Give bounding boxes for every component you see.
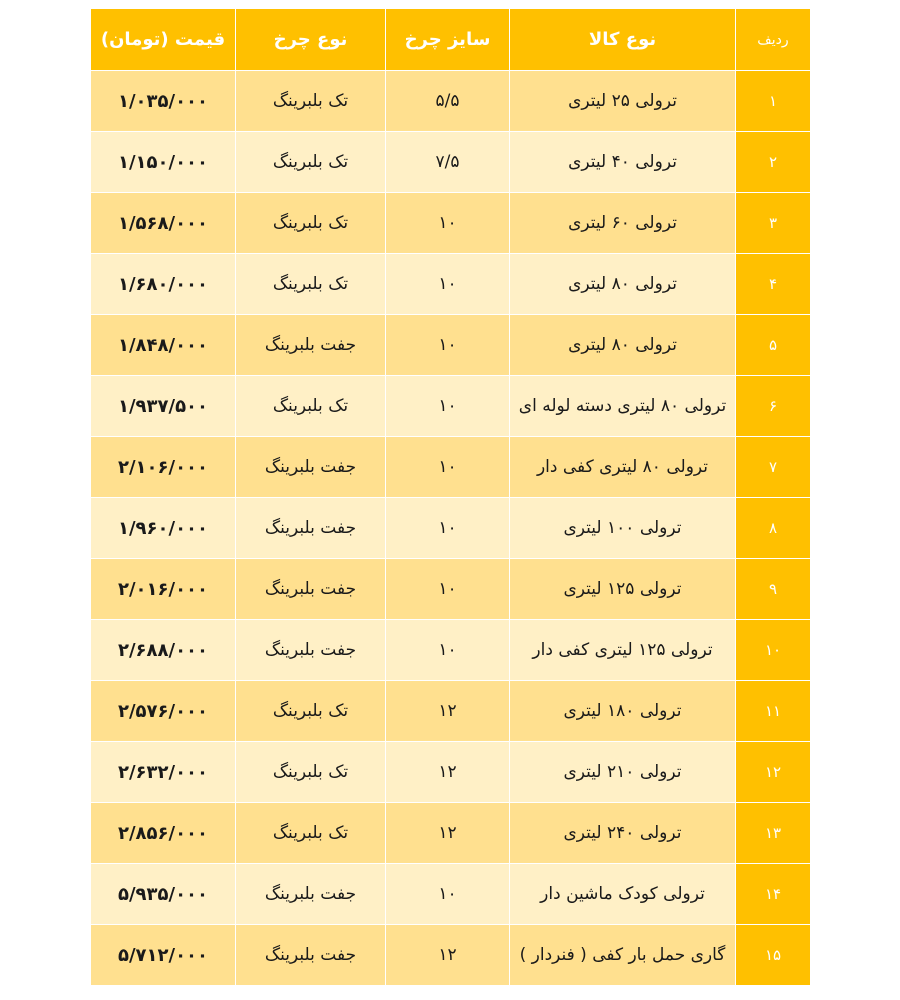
header-price: قیمت (تومان) bbox=[91, 9, 236, 71]
wheel-type-cell: تک بلبرینگ bbox=[236, 132, 386, 193]
item-cell: ترولی ۶۰ لیتری bbox=[510, 193, 736, 254]
row-number-cell: ۱۳ bbox=[736, 803, 811, 864]
wheel-size-cell: ۱۰ bbox=[386, 315, 510, 376]
item-cell: ترولی ۲۱۰ لیتری bbox=[510, 742, 736, 803]
row-number-cell: ۱۰ bbox=[736, 620, 811, 681]
wheel-type-cell: جفت بلبرینگ bbox=[236, 498, 386, 559]
price-table-container bbox=[90, 8, 810, 986]
table-row bbox=[91, 315, 811, 376]
price-cell: ۱/۵۶۸/۰۰۰ bbox=[91, 193, 236, 254]
table-row bbox=[91, 254, 811, 315]
row-number-cell: ۲ bbox=[736, 132, 811, 193]
wheel-type-cell: جفت بلبرینگ bbox=[236, 925, 386, 986]
header-wheel-size: سایز چرخ bbox=[386, 9, 510, 71]
wheel-size-cell: ۱۲ bbox=[386, 925, 510, 986]
wheel-type-cell: جفت بلبرینگ bbox=[236, 559, 386, 620]
wheel-size-cell: ۵/۵ bbox=[386, 71, 510, 132]
row-number-cell: ۸ bbox=[736, 498, 811, 559]
wheel-size-cell: ۱۰ bbox=[386, 498, 510, 559]
row-number-cell: ۱ bbox=[736, 71, 811, 132]
item-cell: ترولی ۱۸۰ لیتری bbox=[510, 681, 736, 742]
price-cell: ۵/۷۱۲/۰۰۰ bbox=[91, 925, 236, 986]
price-cell: ۱/۶۸۰/۰۰۰ bbox=[91, 254, 236, 315]
table-row bbox=[91, 620, 811, 681]
price-cell: ۲/۰۱۶/۰۰۰ bbox=[91, 559, 236, 620]
table-row bbox=[91, 71, 811, 132]
wheel-size-cell: ۷/۵ bbox=[386, 132, 510, 193]
wheel-size-cell: ۱۰ bbox=[386, 620, 510, 681]
price-cell: ۲/۶۳۲/۰۰۰ bbox=[91, 742, 236, 803]
table-row bbox=[91, 742, 811, 803]
price-cell: ۲/۸۵۶/۰۰۰ bbox=[91, 803, 236, 864]
price-cell: ۱/۹۶۰/۰۰۰ bbox=[91, 498, 236, 559]
wheel-type-cell: جفت بلبرینگ bbox=[236, 864, 386, 925]
price-cell: ۲/۱۰۶/۰۰۰ bbox=[91, 437, 236, 498]
item-cell: ترولی ۴۰ لیتری bbox=[510, 132, 736, 193]
table-body bbox=[91, 71, 811, 986]
wheel-size-cell: ۱۰ bbox=[386, 193, 510, 254]
item-cell: ترولی ۱۰۰ لیتری bbox=[510, 498, 736, 559]
wheel-type-cell: تک بلبرینگ bbox=[236, 193, 386, 254]
row-number-cell: ۱۱ bbox=[736, 681, 811, 742]
header-row-number: ردیف bbox=[736, 9, 811, 71]
price-cell: ۲/۵۷۶/۰۰۰ bbox=[91, 681, 236, 742]
table-row bbox=[91, 864, 811, 925]
table-row bbox=[91, 803, 811, 864]
item-cell: گاری حمل بار کفی ( فنردار ) bbox=[510, 925, 736, 986]
wheel-size-cell: ۱۲ bbox=[386, 803, 510, 864]
wheel-size-cell: ۱۰ bbox=[386, 864, 510, 925]
header-row bbox=[91, 9, 811, 71]
price-cell: ۱/۰۳۵/۰۰۰ bbox=[91, 71, 236, 132]
wheel-size-cell: ۱۰ bbox=[386, 254, 510, 315]
wheel-type-cell: جفت بلبرینگ bbox=[236, 620, 386, 681]
wheel-type-cell: تک بلبرینگ bbox=[236, 254, 386, 315]
row-number-cell: ۱۵ bbox=[736, 925, 811, 986]
wheel-type-cell: تک بلبرینگ bbox=[236, 803, 386, 864]
header-wheel-type: نوع چرخ bbox=[236, 9, 386, 71]
row-number-cell: ۹ bbox=[736, 559, 811, 620]
row-number-cell: ۱۲ bbox=[736, 742, 811, 803]
wheel-size-cell: ۱۲ bbox=[386, 681, 510, 742]
item-cell: ترولی ۸۰ لیتری bbox=[510, 254, 736, 315]
wheel-type-cell: تک بلبرینگ bbox=[236, 376, 386, 437]
price-cell: ۵/۹۳۵/۰۰۰ bbox=[91, 864, 236, 925]
table-row bbox=[91, 681, 811, 742]
wheel-type-cell: جفت بلبرینگ bbox=[236, 437, 386, 498]
price-cell: ۱/۸۴۸/۰۰۰ bbox=[91, 315, 236, 376]
wheel-type-cell: تک بلبرینگ bbox=[236, 71, 386, 132]
header-item: نوع کالا bbox=[510, 9, 736, 71]
row-number-cell: ۱۴ bbox=[736, 864, 811, 925]
item-cell: ترولی ۱۲۵ لیتری کفی دار bbox=[510, 620, 736, 681]
table-row bbox=[91, 376, 811, 437]
table-row bbox=[91, 559, 811, 620]
wheel-size-cell: ۱۰ bbox=[386, 437, 510, 498]
table-row bbox=[91, 925, 811, 986]
price-table bbox=[90, 8, 811, 986]
row-number-cell: ۵ bbox=[736, 315, 811, 376]
row-number-cell: ۳ bbox=[736, 193, 811, 254]
table-row bbox=[91, 193, 811, 254]
item-cell: ترولی ۸۰ لیتری دسته لوله ای bbox=[510, 376, 736, 437]
item-cell: ترولی ۸۰ لیتری کفی دار bbox=[510, 437, 736, 498]
row-number-cell: ۷ bbox=[736, 437, 811, 498]
wheel-type-cell: تک بلبرینگ bbox=[236, 681, 386, 742]
wheel-type-cell: تک بلبرینگ bbox=[236, 742, 386, 803]
wheel-size-cell: ۱۲ bbox=[386, 742, 510, 803]
price-cell: ۱/۱۵۰/۰۰۰ bbox=[91, 132, 236, 193]
item-cell: ترولی ۱۲۵ لیتری bbox=[510, 559, 736, 620]
item-cell: ترولی ۲۴۰ لیتری bbox=[510, 803, 736, 864]
item-cell: ترولی ۸۰ لیتری bbox=[510, 315, 736, 376]
row-number-cell: ۴ bbox=[736, 254, 811, 315]
item-cell: ترولی کودک ماشین دار bbox=[510, 864, 736, 925]
wheel-size-cell: ۱۰ bbox=[386, 559, 510, 620]
row-number-cell: ۶ bbox=[736, 376, 811, 437]
price-cell: ۱/۹۳۷/۵۰۰ bbox=[91, 376, 236, 437]
wheel-size-cell: ۱۰ bbox=[386, 376, 510, 437]
table-header bbox=[91, 9, 811, 71]
table-row bbox=[91, 132, 811, 193]
table-row bbox=[91, 437, 811, 498]
item-cell: ترولی ۲۵ لیتری bbox=[510, 71, 736, 132]
price-cell: ۲/۶۸۸/۰۰۰ bbox=[91, 620, 236, 681]
table-row bbox=[91, 498, 811, 559]
wheel-type-cell: جفت بلبرینگ bbox=[236, 315, 386, 376]
